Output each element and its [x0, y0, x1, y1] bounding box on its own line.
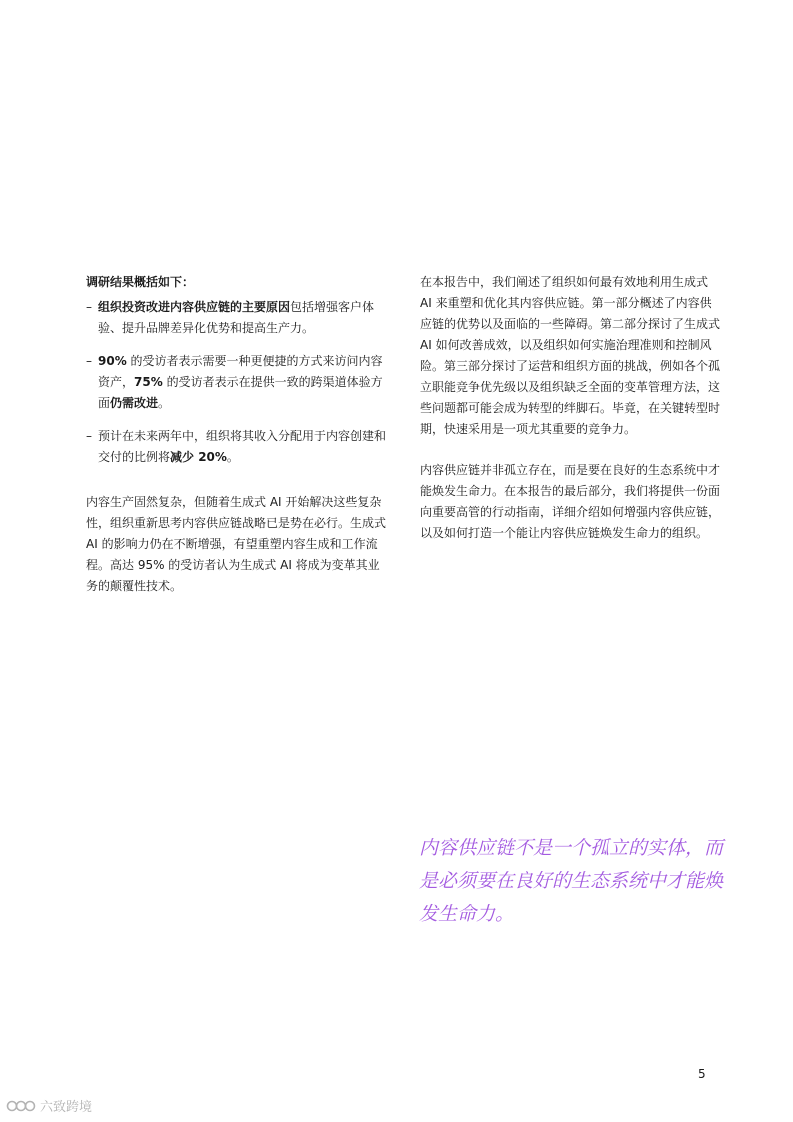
- left-column: [86, 272, 386, 617]
- bullet-text: 包括增强客户体验、提升品牌差异化优势和提高生产力。: [98, 300, 375, 335]
- bullet-text: 。: [226, 450, 239, 464]
- list-item: [86, 297, 386, 339]
- watermark-text: 六致跨境: [40, 1100, 93, 1115]
- bullet-dash: –: [86, 429, 92, 443]
- bullet-bold-text: 仍需改进: [110, 396, 159, 410]
- bullet-text: 的受访者表示在提供一致的跨渠道体验方面: [98, 375, 383, 410]
- bullet-bold-text: 减少 20%: [170, 450, 227, 464]
- bullet-dash: –: [86, 300, 92, 314]
- right-column: [420, 272, 720, 564]
- findings-heading: 调研结果概括如下：: [86, 275, 195, 289]
- list-item: [86, 426, 386, 468]
- bullet-bold-text: 组织投资改进内容供应链的主要原因: [98, 300, 291, 314]
- company-logo-icon: [6, 1098, 36, 1114]
- body-paragraph: 内容供应链并非孤立存在，而是要在良好的生态系统中才能焕发生命力。在本报告的最后部分，我们将提供一份面向重要高管的行动指南，详细介绍如何增强内容供应链，以及如何打造一个能让内容供应链焕发生命力的组织。: [420, 463, 721, 540]
- bullet-bold-text: 75%: [134, 375, 163, 389]
- body-paragraph: 在本报告中，我们阐述了组织如何最有效地利用生成式 AI 来重塑和优化其内容供应链。第一部分概述了内容供应链的优势以及面临的一些障碍。第二部分探讨了生成式 AI 如何改善成效，以及组织如何实施治理准则和控制风险。第三部分探讨了运营和组织方面的挑战，例如各个孤立职能竞争优先级以及组织缺乏全面的变革管理方法，这些问题都可能会成为转型的绊脚石。毕竟，在关键转型时期，快速采用是一项尤其重要的竞争力。: [420, 275, 721, 436]
- body-paragraph: 内容生产固然复杂，但随着生成式 AI 开始解决这些复杂性，组织重新思考内容供应链战略已是势在必行。生成式 AI 的影响力仍在不断增强，有望重塑内容生成和工作流程。高达 95% 的受访者认为生成式 AI 将成为变革其业务的颠覆性技术。: [86, 495, 387, 593]
- watermark: [6, 1096, 92, 1115]
- bullet-text: 的受访者表示需要一种更便捷的方式来访问内容资产，: [98, 354, 383, 389]
- bullet-bold-text: 90%: [98, 354, 127, 368]
- bullet-text: 预计在未来两年中，组织将其收入分配用于内容创建和交付的比例将: [98, 429, 387, 464]
- bullet-dash: –: [86, 354, 92, 368]
- pull-quote: 内容供应链不是一个孤立的实体，而是必须要在良好的生态系统中才能焕发生命力。: [419, 837, 724, 925]
- page-number: 5: [698, 1067, 706, 1081]
- bullet-text: 。: [158, 396, 171, 410]
- list-item: [86, 351, 386, 414]
